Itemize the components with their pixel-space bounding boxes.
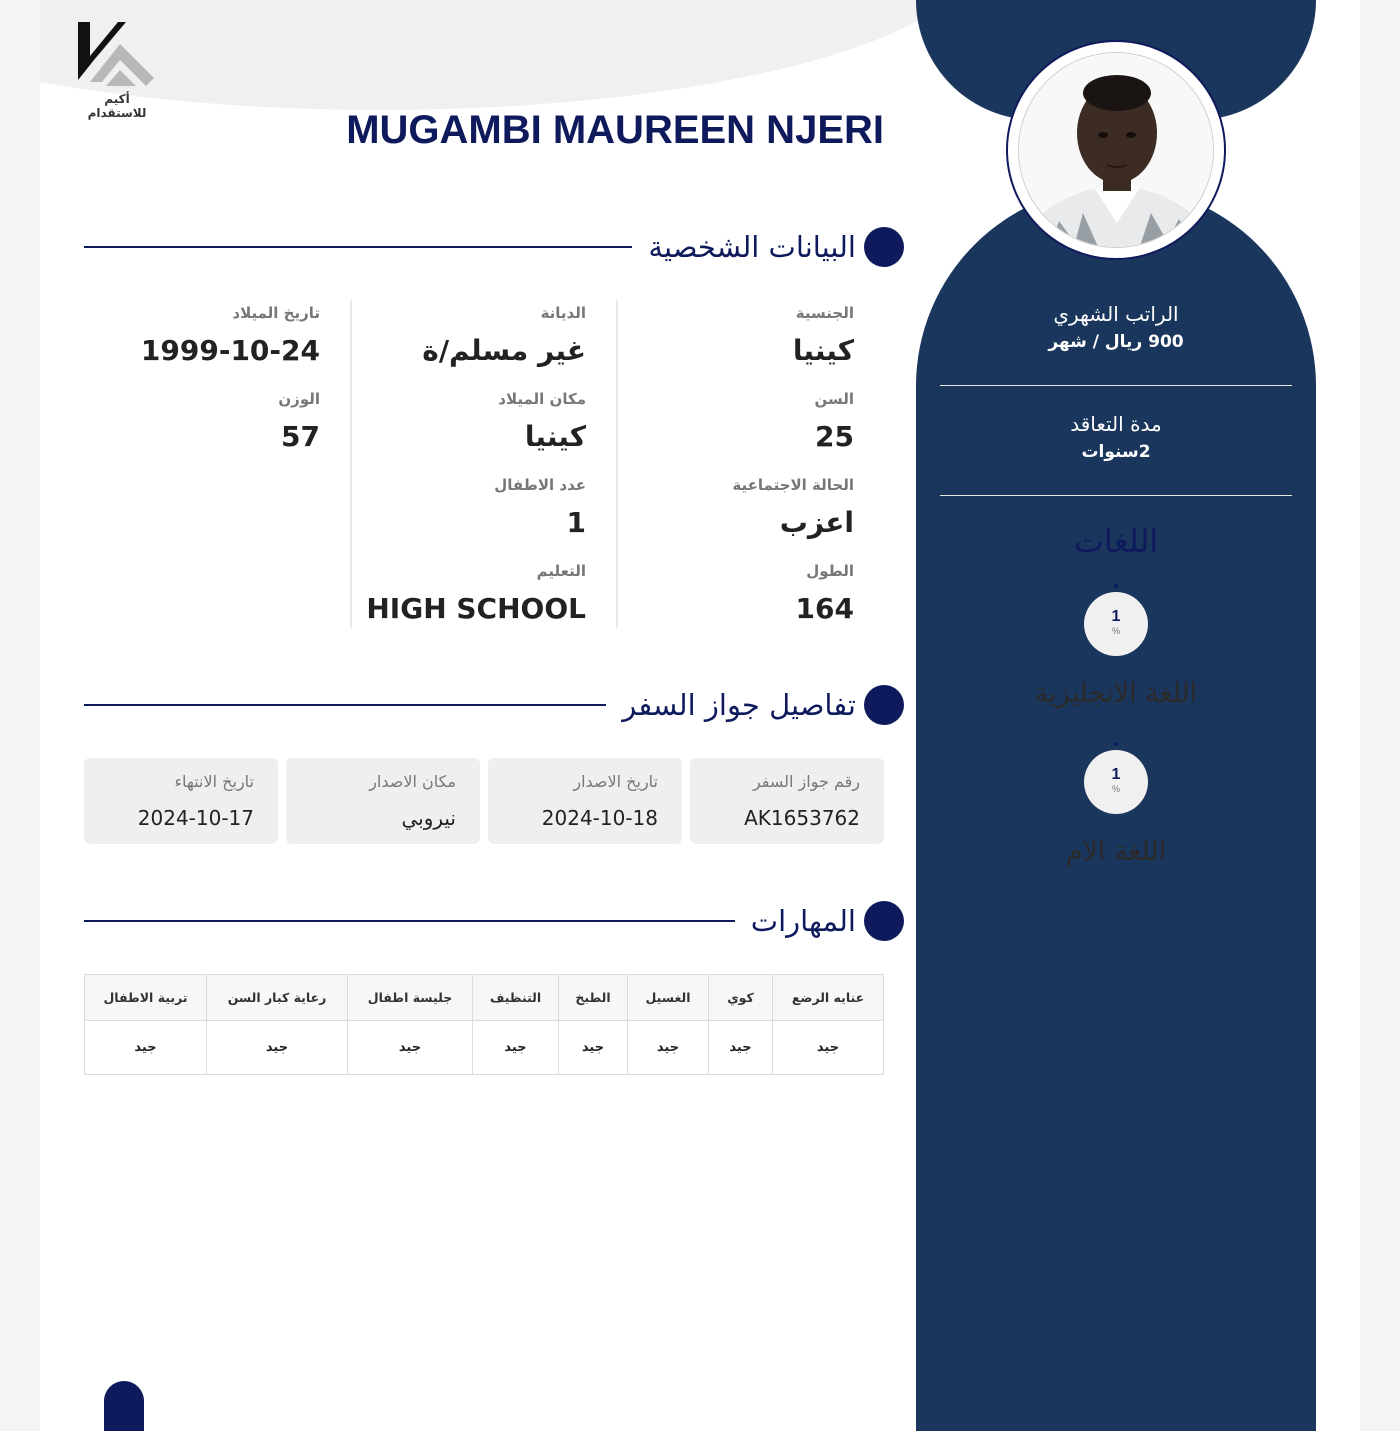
skill-level: جيد bbox=[85, 1021, 207, 1075]
language-dot bbox=[1114, 742, 1118, 746]
profile-photo-frame bbox=[1006, 40, 1226, 260]
language-level: 1 bbox=[1111, 608, 1121, 625]
skill-header: عنايه الرضع bbox=[773, 975, 884, 1021]
field-birthdate bbox=[86, 300, 350, 386]
skill-level: جيد bbox=[348, 1021, 473, 1075]
field-label: تاريخ الميلاد bbox=[232, 304, 320, 322]
skill-header: جليسة اطفال bbox=[348, 975, 473, 1021]
personal-col-1 bbox=[618, 300, 884, 644]
section-personal bbox=[84, 227, 884, 267]
candidate-name: MUGAMBI MAUREEN NJERI bbox=[346, 108, 884, 152]
personal-col-2 bbox=[352, 300, 618, 628]
field-label: الحالة الاجتماعية bbox=[732, 476, 854, 494]
field-label: الديانة bbox=[540, 304, 586, 322]
skill-level: جيد bbox=[773, 1021, 884, 1075]
field-value: غير مسلم/ة bbox=[422, 334, 586, 367]
card-value: 2024-10-18 bbox=[541, 806, 658, 830]
issue-date-card bbox=[488, 758, 682, 844]
field-value: 1999-10-24 bbox=[140, 334, 320, 367]
card-label: مكان الاصدار bbox=[369, 772, 456, 791]
skill-level: جيد bbox=[709, 1021, 773, 1075]
skill-level: جيد bbox=[628, 1021, 709, 1075]
section-title: تفاصيل جواز السفر bbox=[606, 685, 856, 725]
field-value: كينيا bbox=[524, 420, 586, 453]
field-children bbox=[352, 472, 616, 558]
skill-header: الغسيل bbox=[628, 975, 709, 1021]
expiry-date-card bbox=[84, 758, 278, 844]
person-photo-icon bbox=[1019, 53, 1214, 248]
field-value: HIGH SCHOOL bbox=[366, 592, 586, 625]
passport-cards bbox=[84, 758, 884, 844]
card-label: تاريخ الانتهاء bbox=[174, 772, 254, 791]
field-label: الوزن bbox=[278, 390, 320, 408]
language-level-unit: % bbox=[1111, 626, 1120, 636]
skills-header-row bbox=[85, 975, 884, 1021]
language-level-unit: % bbox=[1111, 784, 1120, 794]
card-value: نيروبي bbox=[401, 806, 456, 830]
salary-block bbox=[940, 302, 1292, 352]
languages-title: اللغات bbox=[1073, 522, 1159, 560]
language-level: 1 bbox=[1111, 766, 1121, 783]
card-label: تاريخ الاصدار bbox=[573, 772, 658, 791]
footer-marker bbox=[104, 1381, 144, 1431]
language-level-circle bbox=[1084, 592, 1148, 656]
card-label: رقم جواز السفر bbox=[752, 772, 860, 791]
passport-number-card bbox=[690, 758, 884, 844]
field-label: عدد الاطفال bbox=[494, 476, 586, 494]
sidebar bbox=[916, 0, 1316, 1431]
skills-table bbox=[84, 974, 884, 1075]
company-logo bbox=[76, 20, 158, 120]
section-marker bbox=[864, 227, 904, 267]
card-value: 2024-10-17 bbox=[137, 806, 254, 830]
field-label: مكان الميلاد bbox=[498, 390, 586, 408]
section-marker bbox=[864, 901, 904, 941]
field-value: 164 bbox=[795, 592, 854, 625]
field-marital-status bbox=[618, 472, 884, 558]
field-value: 25 bbox=[815, 420, 854, 453]
field-height bbox=[618, 558, 884, 644]
logo-text: أكيم للاستقدام bbox=[87, 92, 147, 120]
field-value: 1 bbox=[566, 506, 586, 539]
skill-header: تربية الاطفال bbox=[85, 975, 207, 1021]
skills-level-row bbox=[85, 1021, 884, 1075]
contract-block bbox=[940, 412, 1292, 462]
field-label: الجنسية bbox=[795, 304, 854, 322]
section-passport bbox=[84, 685, 884, 725]
field-value: 57 bbox=[281, 420, 320, 453]
card-value: AK1653762 bbox=[744, 806, 860, 830]
salary-value: 900 ريال / شهر bbox=[1048, 332, 1184, 352]
skill-header: رعاية كبار السن bbox=[207, 975, 348, 1021]
skill-level: جيد bbox=[207, 1021, 348, 1075]
sidebar-divider bbox=[940, 495, 1292, 496]
skill-header: التنظيف bbox=[473, 975, 559, 1021]
skill-level: جيد bbox=[559, 1021, 628, 1075]
contract-value: 2سنوات bbox=[1081, 442, 1151, 462]
skill-header: كوي bbox=[709, 975, 773, 1021]
field-label: الطول bbox=[806, 562, 854, 580]
profile-photo bbox=[1018, 52, 1214, 248]
language-name: اللغة الام bbox=[1065, 836, 1167, 867]
salary-label: الراتب الشهري bbox=[1053, 302, 1179, 326]
section-divider bbox=[84, 920, 844, 922]
field-value: اعزب bbox=[779, 506, 854, 539]
logo-icon bbox=[76, 20, 158, 92]
personal-col-3 bbox=[86, 300, 352, 628]
language-level-circle bbox=[1084, 750, 1148, 814]
contract-label: مدة التعاقد bbox=[1070, 412, 1162, 436]
language-dot bbox=[1114, 584, 1118, 588]
field-age bbox=[618, 386, 884, 472]
field-nationality bbox=[618, 300, 884, 386]
header-decoration bbox=[40, 0, 980, 110]
sidebar-divider bbox=[940, 385, 1292, 386]
field-birthplace bbox=[352, 386, 616, 472]
section-marker bbox=[864, 685, 904, 725]
field-label: التعليم bbox=[536, 562, 586, 580]
field-religion bbox=[352, 300, 616, 386]
field-weight bbox=[86, 386, 350, 472]
section-title: البيانات الشخصية bbox=[632, 227, 856, 267]
section-skills bbox=[84, 901, 884, 941]
field-education bbox=[352, 558, 616, 644]
field-label: السن bbox=[814, 390, 854, 408]
skill-header: الطبخ bbox=[559, 975, 628, 1021]
field-value: كينيا bbox=[792, 334, 854, 367]
language-name: اللغة الانجليزية bbox=[1034, 678, 1198, 709]
section-title: المهارات bbox=[735, 901, 856, 941]
skill-level: جيد bbox=[473, 1021, 559, 1075]
issue-place-card bbox=[286, 758, 480, 844]
